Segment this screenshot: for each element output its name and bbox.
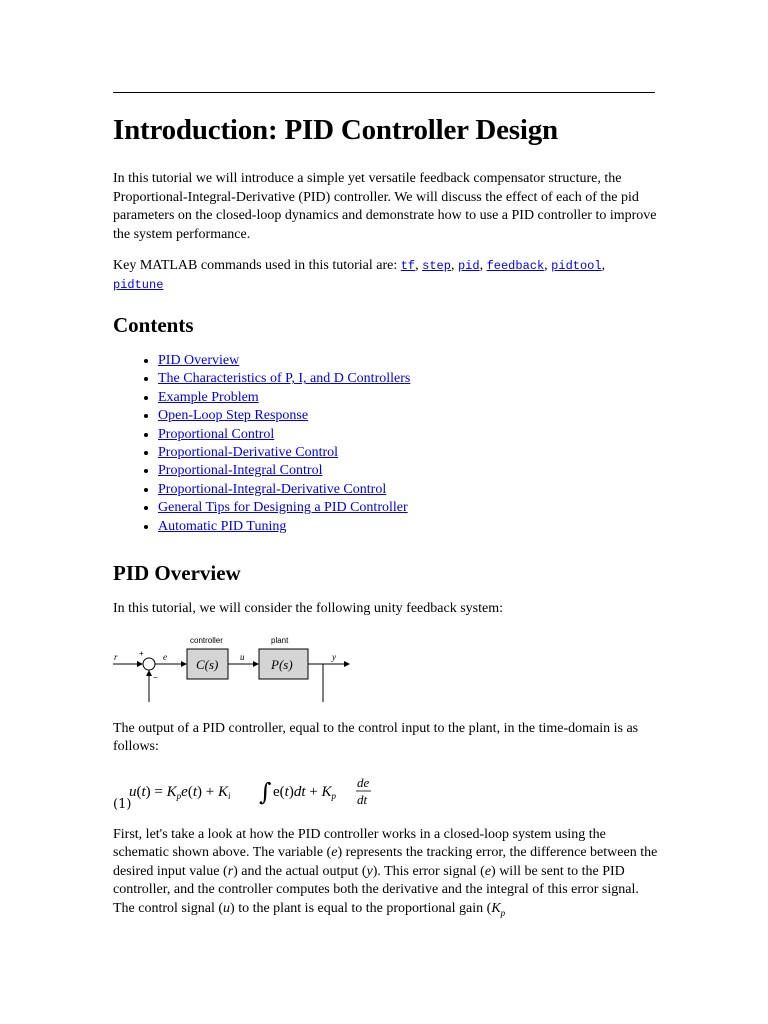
list-item — [158, 352, 658, 370]
list-item — [158, 518, 658, 536]
contents-link-auto-tuning[interactable]: Automatic PID Tuning — [158, 518, 287, 534]
list-item — [158, 462, 658, 480]
plant-block-label: P(s) — [271, 656, 293, 672]
overview-paragraph-3 — [113, 826, 658, 922]
var-e-2: e — [484, 863, 492, 879]
list-item — [158, 426, 658, 444]
var-u: u — [223, 900, 231, 916]
key-commands-prefix: Key MATLAB commands used in this tutorial are: — [113, 258, 401, 273]
contents-link-tips[interactable]: General Tips for Designing a PID Controller — [158, 500, 408, 516]
signal-e-label: e — [163, 651, 167, 662]
command-link-pidtune[interactable]: pidtune — [113, 277, 164, 292]
p3-text-1: First, let's take a look at how the PID controller works in a closed-loop system using the schematic shown above. The variable ( — [113, 826, 606, 861]
equation-body-2: $e(t)dt + K_p$ — [273, 783, 336, 801]
contents-link-characteristics[interactable]: The Characteristics of P, I, and D Controllers — [158, 371, 411, 387]
var-e: e — [331, 845, 338, 861]
contents-link-pid[interactable]: Proportional-Integral-Derivative Control — [158, 481, 387, 497]
intro-paragraph: In this tutorial we will introduce a simple yet versatile feedback compensator structure, the Proportional-Integral-Derivative (PID) controller. We will discuss the effect of each of the pid parameters on the closed-loop dynamics and demonstrate how to use a PID controller to improve the system performance. — [113, 171, 657, 242]
contents-link-pi[interactable]: Proportional-Integral Control — [158, 463, 323, 479]
contents-link-example-problem[interactable]: Example Problem — [158, 389, 259, 405]
derivative-numerator: de — [357, 774, 370, 790]
page-title: Introduction: PID Controller Design — [113, 114, 558, 146]
contents-heading: Contents — [113, 313, 194, 337]
block-diagram-svg — [113, 632, 363, 702]
summing-junction — [143, 658, 155, 670]
contents-link-pid-overview[interactable]: PID Overview — [158, 353, 240, 368]
command-link-pidtool[interactable]: pidtool — [551, 259, 602, 273]
plant-caption: plant — [271, 635, 289, 645]
signal-r-label: r — [114, 651, 118, 662]
article — [113, 112, 658, 935]
list-item — [158, 370, 658, 388]
contents-link-proportional[interactable]: Proportional Control — [158, 426, 275, 442]
pid-equation-svg — [113, 770, 373, 814]
controller-caption: controller — [190, 635, 223, 645]
key-commands-paragraph: Key MATLAB commands used in this tutorial are: tf, step, pid, feedback, pidtool, pidtune — [113, 258, 606, 292]
p3-text-6: ) to the plant is equal to the proportional gain ( — [230, 900, 492, 916]
var-kp: $K_p$ — [491, 900, 506, 918]
var-y: y — [366, 863, 373, 879]
contents-link-open-loop[interactable]: Open-Loop Step Response — [158, 408, 309, 424]
top-rule — [113, 92, 655, 93]
list-item — [158, 389, 658, 407]
p3-text-3: ) and the actual output ( — [233, 863, 367, 879]
feedback-block-diagram — [113, 632, 658, 702]
overview-paragraph-2: The output of a PID controller, equal to the control input to the plant, in the time-domain is as follows: — [113, 720, 639, 755]
equation-number: (1) — [113, 796, 132, 812]
contents-link-pd[interactable]: Proportional-Derivative Control — [158, 445, 339, 461]
command-link-feedback[interactable]: feedback — [486, 259, 545, 273]
p3-text-4: ). This error signal ( — [372, 863, 485, 879]
derivative-denominator: dt — [357, 791, 368, 807]
sum-plus-sign: + — [139, 648, 144, 658]
command-link-step[interactable]: step — [422, 259, 451, 273]
pid-equation — [113, 770, 658, 814]
list-item — [158, 481, 658, 499]
sum-minus-sign: − — [153, 672, 158, 682]
list-item — [158, 499, 658, 517]
var-r: r — [227, 863, 234, 879]
signal-y-label: y — [332, 651, 336, 662]
signal-u-label: u — [240, 651, 245, 662]
p3-text-2: ) represents the tracking error, the difference between the desired input value ( — [113, 845, 658, 879]
integral-sign: ∫ — [259, 777, 272, 806]
command-link-tf[interactable]: tf — [400, 259, 416, 273]
list-item — [158, 407, 658, 425]
equation-body: $u(t) = K_pe(t) + K_i$ — [129, 783, 231, 801]
contents-list — [113, 352, 658, 536]
command-link-pid[interactable]: pid — [457, 259, 480, 273]
pid-overview-heading: PID Overview — [113, 561, 241, 586]
list-item — [158, 444, 658, 462]
overview-paragraph-1: In this tutorial, we will consider the following unity feedback system: — [113, 601, 503, 617]
p3-text-5: ) will be sent to the PID controller, and the controller computes both the derivative and the integral of this error signal. The control signal ( — [113, 863, 639, 916]
controller-block-label: C(s) — [196, 656, 219, 672]
